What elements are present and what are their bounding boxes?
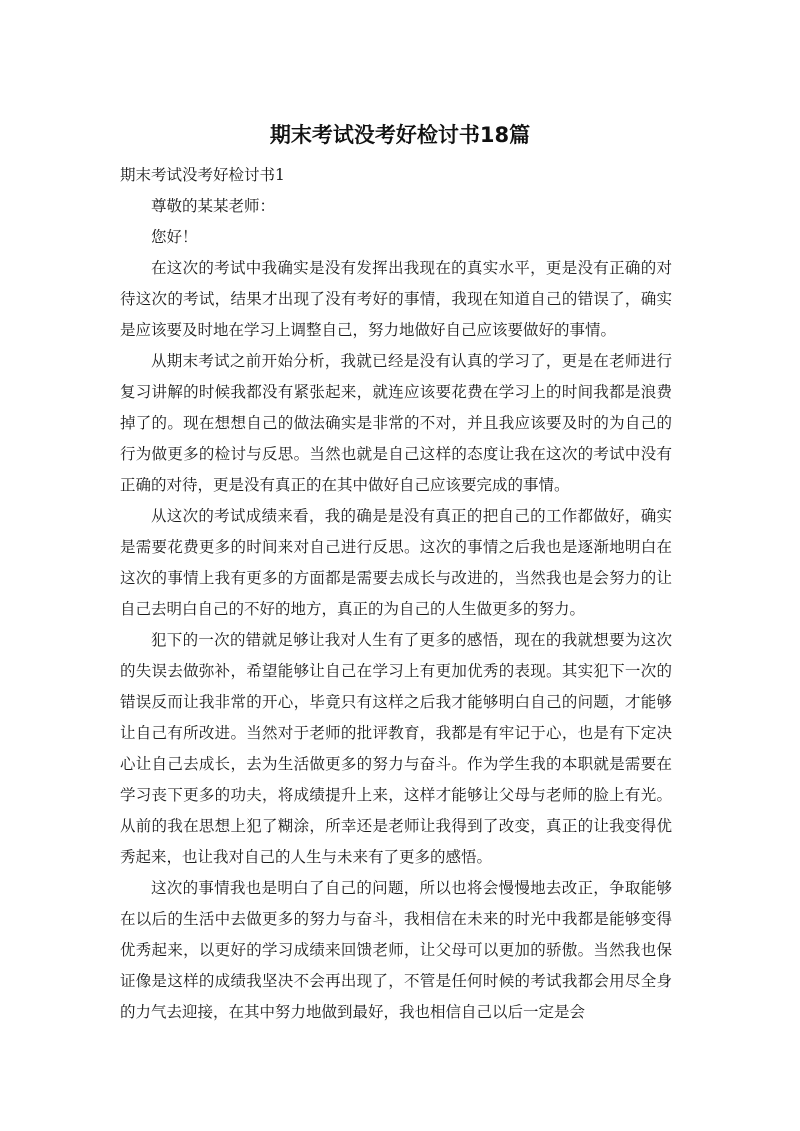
body-paragraph: 犯下的一次的错就足够让我对人生有了更多的感悟，现在的我就想要为这次的失误去做弥补，希望能够让自己在学习上有更加优秀的表现。其实犯下一次的错误反而让我非常的开心，毕竟只有这样之后我才能够明白自己的问题，才能够让自己有所改进。当然对于老师的批评教育，我都是有牢记于心，也是有下定决心让自己去成长，去为生活做更多的努力与奋斗。作为学生我的本职就是需要在学习丧下更多的功夫，将成绩提升上来，这样才能够让父母与老师的脸上有光。从前的我在思想上犯了糊涂，所幸还是老师让我得到了改变，真正的让我变得优秀起来，也让我对自己的人生与未来有了更多的感悟。 <box>120 631 672 866</box>
body-paragraph: 从这次的考试成绩来看，我的确是是没有真正的把自己的工作都做好，确实是需要花费更多的时间来对自己进行反思。这次的事情之后我也是逐渐地明白在这次的事情上我有更多的方面都是需要去成长与改进的，当然我也是会努力的让自己去明白自己的不好的地方，真正的为自己的人生做更多的努力。 <box>120 507 672 618</box>
section-heading: 期末考试没考好检讨书1 <box>120 166 285 184</box>
body-paragraph: 这次的事情我也是明白了自己的问题，所以也将会慢慢地去改正，争取能够在以后的生活中去做更多的努力与奋斗，我相信在未来的时光中我都是能够变得优秀起来，以更好的学习成绩来回馈老师，让父母可以更加的骄傲。当然我也保证像是这样的成绩我坚决不会再出现了，不管是任何时候的考试我都会用尽全身的力气去迎接，在其中努力地做到最好，我也相信自己以后一定是会 <box>120 879 672 1021</box>
body-paragraph: 从期末考试之前开始分析，我就已经是没有认真的学习了，更是在老师进行复习讲解的时候我都没有紧张起来，就连应该要花费在学习上的时间我都是浪费掉了的。现在想想自己的做法确实是非常的不对，并且我应该要及时的为自己的行为做更多的检讨与反思。当然也就是自己这样的态度让我在这次的考试中没有正确的对待，更是没有真正的在其中做好自己应该要完成的事情。 <box>120 352 672 494</box>
salutation: 尊敬的某某老师： <box>151 197 276 215</box>
document-title: 期末考试没考好检讨书18篇 <box>269 123 531 147</box>
document-body <box>120 160 672 1028</box>
greeting: 您好！ <box>151 228 198 246</box>
body-paragraph: 在这次的考试中我确实是没有发挥出我现在的真实水平，更是没有正确的对待这次的考试，结果才出现了没有考好的事情，我现在知道自己的错误了，确实是应该要及时地在学习上调整自己，努力地做好自己应该要做好的事情。 <box>120 259 672 339</box>
